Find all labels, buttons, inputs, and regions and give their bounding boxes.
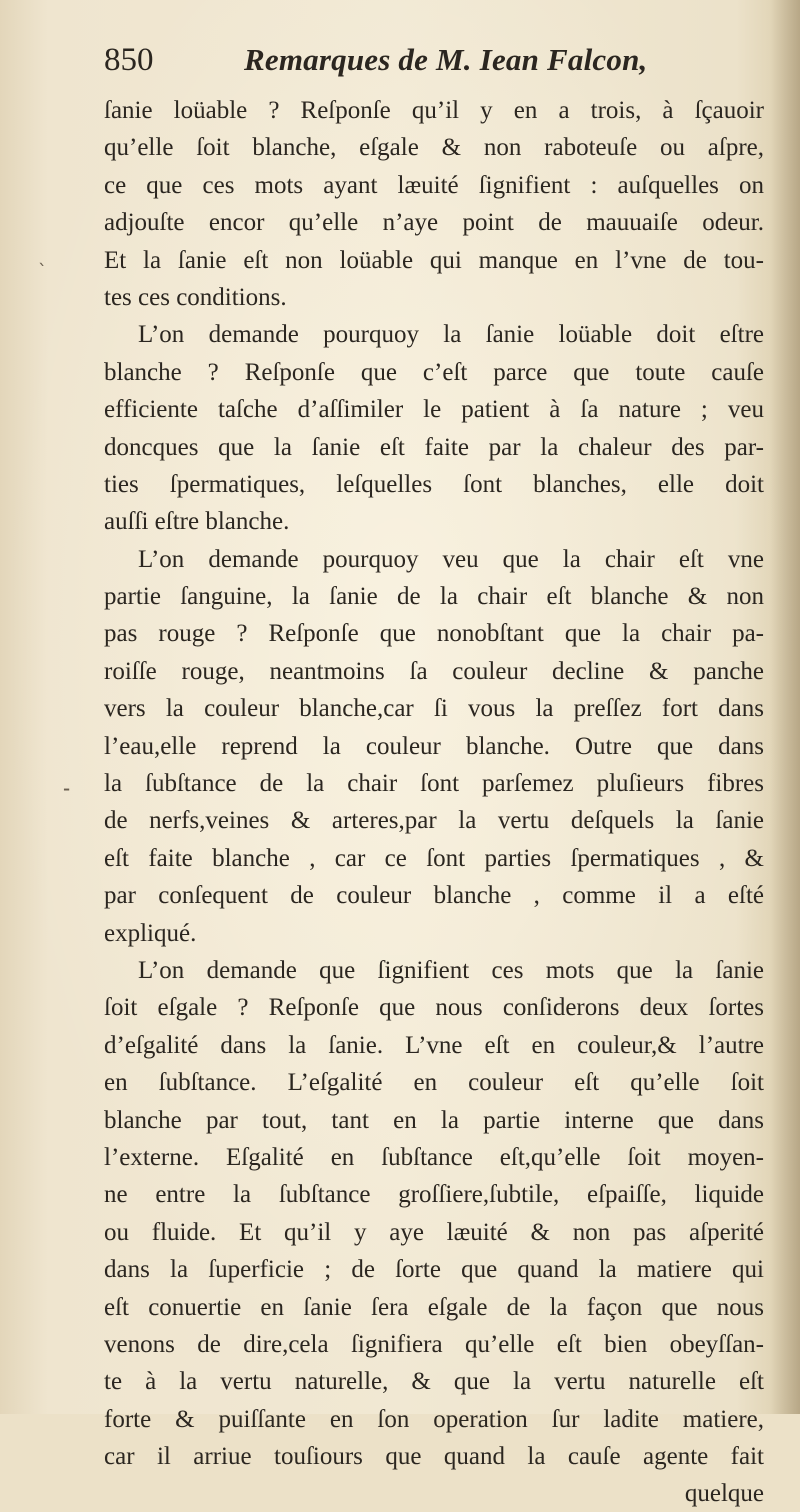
- running-title: Remarques de M. Iean Falcon,: [244, 42, 648, 77]
- body-text: [104, 92, 768, 1475]
- text-line: efficiente taſche d’aſſimiler le patient à ſa nature ; veu: [104, 396, 764, 424]
- text-line: te à la vertu naturelle, & que la vertu naturelle eſt: [104, 1368, 764, 1396]
- text-line: l’eau,elle reprend la couleur blanche. Outre que dans: [104, 732, 764, 760]
- paragraph-start-line: L’on demande pourquoy veu que la chair eſt vne: [138, 545, 764, 573]
- text-line: adjouſte encor qu’elle n’aye point de mauuaiſe odeur.: [104, 209, 764, 237]
- page-number: 850: [104, 42, 154, 78]
- paragraph-start-line: L’on demande que ſignifient ces mots que la ſanie: [138, 956, 764, 984]
- text-line: car il arriue touſiours que quand la cauſe agente fait: [104, 1443, 764, 1471]
- page-edge-shadow: [770, 0, 800, 1414]
- text-line: doncques que la ſanie eſt faite par la chaleur des par-: [104, 433, 764, 461]
- text-line: blanche par tout, tant en la partie interne que dans: [104, 1106, 764, 1134]
- text-line: ne entre la ſubſtance groſſiere,ſubtile, eſpaiſſe, liquide: [104, 1181, 764, 1209]
- text-line: l’externe. Eſgalité en ſubſtance eſt,qu’elle ſoit moyen-: [104, 1143, 764, 1171]
- text-line: de nerfs,veines & arteres,par la vertu deſquels la ſanie: [104, 807, 764, 835]
- text-line: ties ſpermatiques, leſquelles ſont blanches, elle doit: [104, 470, 764, 498]
- text-line: ſanie loüable ? Reſponſe qu’il y en a trois, à ſçauoir: [104, 97, 764, 124]
- text-line: expliqué.: [104, 919, 197, 947]
- text-line: pas rouge ? Reſponſe que nonobſtant que la chair pa-: [104, 620, 764, 648]
- text-line: eſt faite blanche , car ce ſont parties ſpermatiques , &: [104, 844, 764, 872]
- text-line: auſſi eſtre blanche.: [104, 508, 290, 536]
- text-line: en ſubſtance. L’eſgalité en couleur eſt qu’elle ſoit: [104, 1069, 764, 1097]
- text-line: venons de dire,cela ſignifiera qu’elle eſt bien obeyſſan-: [104, 1330, 764, 1358]
- text-column: [104, 42, 768, 1512]
- paragraph-start-line: L’on demande pourquoy la ſanie loüable doit eſtre: [138, 321, 764, 349]
- margin-mark: ˎ: [38, 246, 47, 267]
- margin-mark: ⁃: [62, 780, 71, 801]
- page-header: [104, 42, 768, 92]
- text-line: forte & puiſſante en ſon operation ſur ladite matiere,: [104, 1405, 764, 1433]
- text-line: qu’elle ſoit blanche, eſgale & non raboteuſe ou aſpre,: [104, 134, 764, 162]
- catchword: quelque: [684, 1480, 764, 1508]
- text-line: tes ces conditions.: [104, 283, 287, 311]
- text-line: ou fluide. Et qu’il y aye læuité & non pas aſperité: [104, 1218, 764, 1246]
- text-line: roiſſe rouge, neantmoins ſa couleur decline & panche: [104, 657, 764, 685]
- text-line: par conſequent de couleur blanche , comme il a eſté: [104, 882, 764, 910]
- text-line: la ſubſtance de la chair ſont parſemez pluſieurs fibres: [104, 770, 764, 798]
- text-line: eſt conuertie en ſanie ſera eſgale de la façon que nous: [104, 1293, 764, 1321]
- text-line: ſoit eſgale ? Reſponſe que nous conſiderons deux ſortes: [104, 994, 764, 1022]
- text-line: d’eſgalité dans la ſanie. L’vne eſt en couleur,& l’autre: [104, 1031, 764, 1059]
- text-line: partie ſanguine, la ſanie de la chair eſt blanche & non: [104, 583, 764, 611]
- text-line: ce que ces mots ayant læuité ſignifient : auſquelles on: [104, 171, 764, 199]
- text-line: vers la couleur blanche,car ſi vous la preſſez fort dans: [104, 695, 764, 723]
- text-line: dans la ſuperficie ; de ſorte que quand la matiere qui: [104, 1256, 764, 1284]
- text-line: Et la ſanie eſt non loüable qui manque en l’vne de tou-: [104, 246, 764, 274]
- text-line: blanche ? Reſponſe que c’eſt parce que toute cauſe: [104, 358, 764, 386]
